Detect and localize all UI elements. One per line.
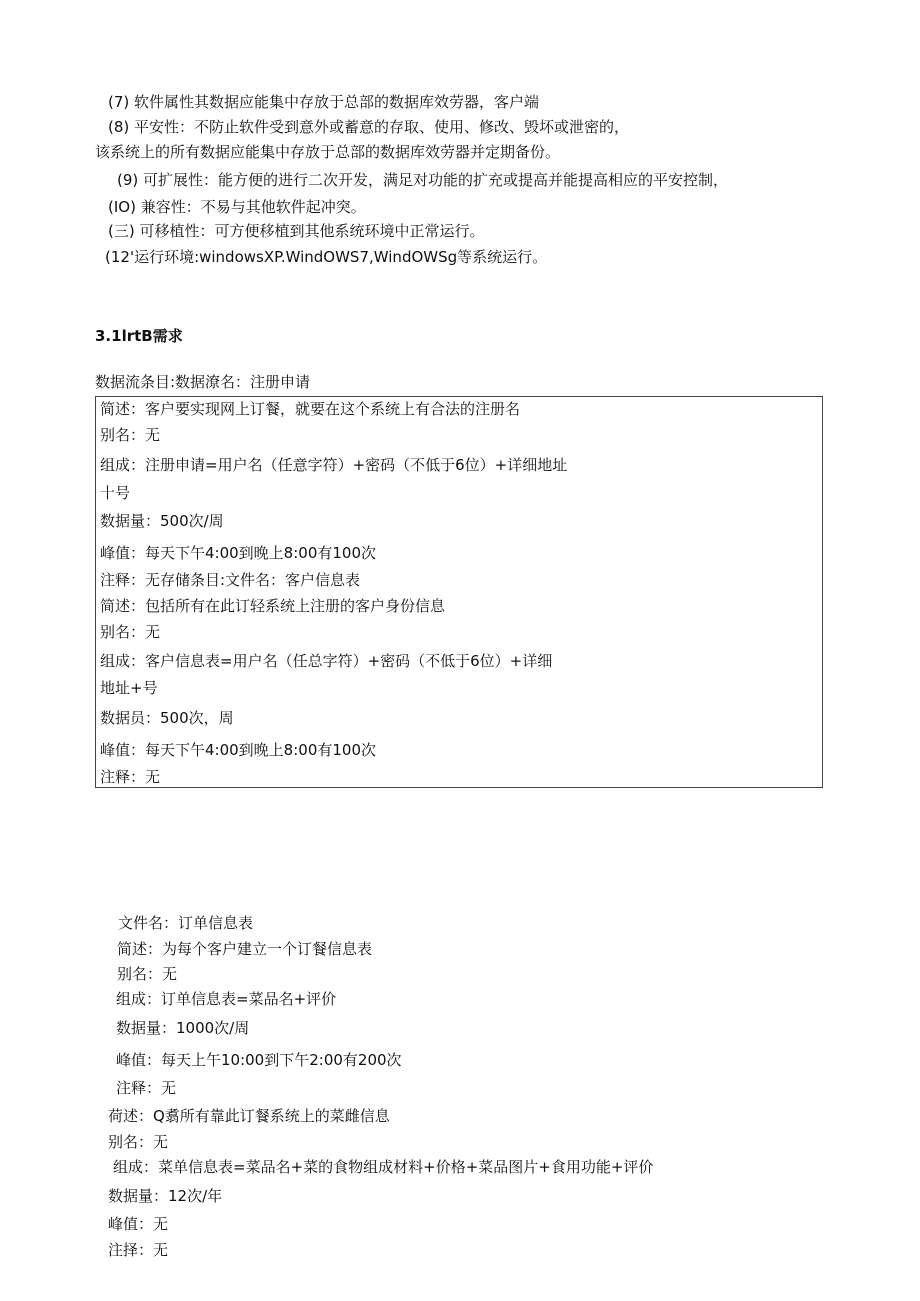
requirement-line-11: (三) 可移植性：可方便移植到其他系统环境中正常运行。 xyxy=(108,222,485,240)
box-line: 组成：客户信息表=用户名（任总字符）+密码（不低于6位）+详细 xyxy=(100,652,553,670)
file-line: 组成：菜单信息表=菜品名+菜的食物组成材料+价格+菜品图片+食用功能+评价 xyxy=(113,1158,654,1176)
data-flow-title: 数据流条目:数据潦名：注册申请 xyxy=(95,373,311,391)
file-line: 文件名：订单信息表 xyxy=(118,914,254,932)
section-heading: 3.1lrtB需求 xyxy=(95,327,183,345)
file-line: 荷述：Q翥所有靠此订餐系统上的菜雌信息 xyxy=(108,1107,390,1125)
file-line: 数据量：12次/年 xyxy=(108,1187,223,1205)
requirement-line-8: (8) 平安性：不防止软件受到意外或蓄意的存取、使用、修改、毁坏或泄密的， xyxy=(108,118,630,136)
file-line: 简述：为每个客户建立一个订餐信息表 xyxy=(117,940,373,958)
requirement-line-9: (9) 可扩展性：能方便的进行二次开发，满足对功能的扩充或提高并能提高相应的平安控制， xyxy=(117,171,729,189)
box-line: 地址+号 xyxy=(100,679,158,697)
box-line: 峰值：每天下午4:00到晚上8:00有100次 xyxy=(100,544,376,562)
box-line: 峰值：每天下午4:00到晚上8:00有100次 xyxy=(100,741,376,759)
requirement-line-10: (IO) 兼容性：不易与其他软件起冲突。 xyxy=(108,198,366,216)
file-line: 峰值：无 xyxy=(108,1215,169,1233)
box-line: 数据员：500次，周 xyxy=(100,709,234,727)
requirement-line-8-continued: 该系统上的所有数据应能集中存放于总部的数据库效劳器并定期备份。 xyxy=(95,143,561,161)
box-line: 简述：客户要实现网上订餐，就要在这个系统上有合法的注册名 xyxy=(100,400,521,418)
file-line: 峰值：每天上午10:00到下午2:00有200次 xyxy=(116,1051,402,1069)
box-line: 注释：无 xyxy=(100,768,161,786)
file-line: 组成：订单信息表=菜品名+评价 xyxy=(116,990,337,1008)
file-line: 数据量：1000次/周 xyxy=(116,1019,250,1037)
box-line: 别名：无 xyxy=(100,623,161,641)
box-line: 数据量：500次/周 xyxy=(100,512,224,530)
file-line: 注择：无 xyxy=(108,1241,169,1259)
box-line: 十号 xyxy=(100,484,131,502)
box-line: 注释：无存储条目:文件名：客户信息表 xyxy=(100,571,361,589)
requirement-line-7: (7) 软件属性其数据应能集中存放于总部的数据库效劳器，客户端 xyxy=(108,93,540,111)
file-line: 注释：无 xyxy=(116,1079,177,1097)
requirement-line-12: (12'运行环境:windowsXP.WindOWS7,WindOWSg等系统运行。 xyxy=(105,248,548,266)
file-line: 别名：无 xyxy=(117,965,178,983)
box-line: 别名：无 xyxy=(100,426,161,444)
data-dictionary-box xyxy=(95,396,823,788)
file-line: 别名：无 xyxy=(108,1133,169,1151)
box-line: 简述：包括所有在此订轻系统上注册的客户身份信息 xyxy=(100,597,446,615)
box-line: 组成：注册申请=用户名（任意字符）+密码（不低于6位）+详细地址 xyxy=(100,456,568,474)
